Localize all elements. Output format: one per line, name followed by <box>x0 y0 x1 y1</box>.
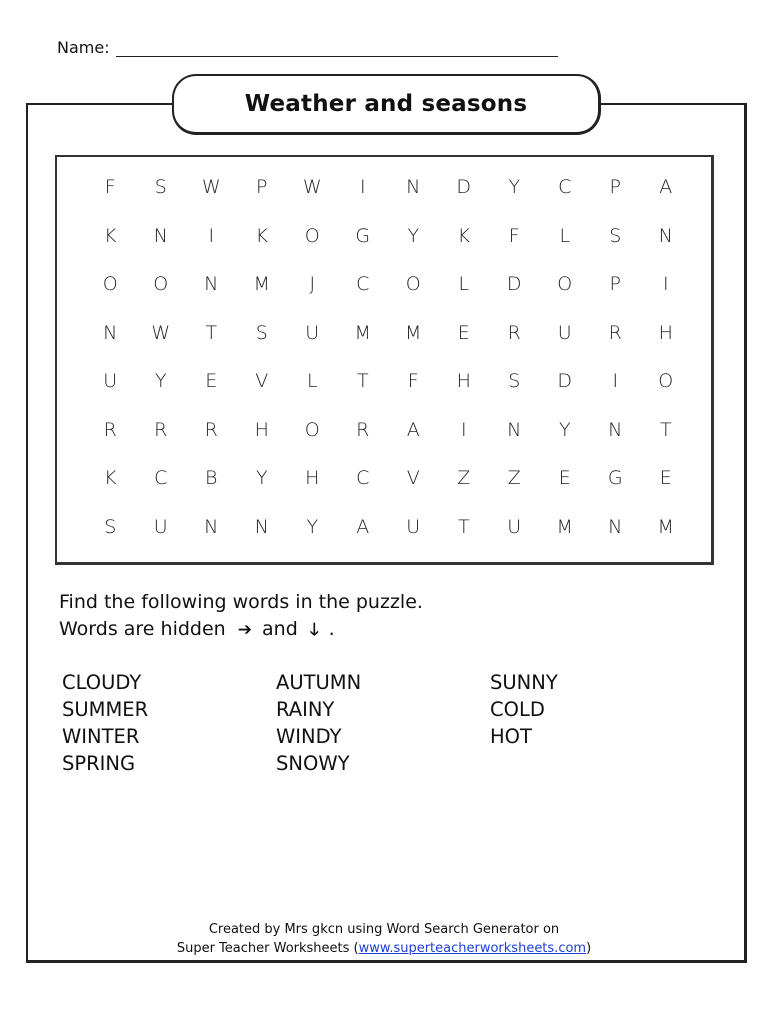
grid-cell[interactable]: K <box>104 467 117 490</box>
grid-cell[interactable]: V <box>255 370 269 393</box>
footer-prefix: Super Teacher Worksheets ( <box>176 941 359 956</box>
grid-cell[interactable]: G <box>607 467 623 490</box>
word-item: SUMMER <box>62 698 149 721</box>
grid-cell[interactable]: F <box>104 176 116 199</box>
name-label: Name: <box>57 38 110 57</box>
grid-cell[interactable]: C <box>356 467 370 490</box>
grid-cell[interactable]: R <box>103 418 117 441</box>
word-item: WINTER <box>62 725 140 748</box>
grid-cell[interactable]: A <box>356 515 370 538</box>
grid-cell[interactable]: I <box>612 370 619 393</box>
grid-cell[interactable]: K <box>104 224 117 247</box>
grid-cell[interactable]: N <box>406 176 421 199</box>
grid-cell[interactable]: Y <box>558 418 571 441</box>
grid-cell[interactable]: I <box>359 176 366 199</box>
grid-cell[interactable]: U <box>507 515 522 538</box>
grid-cell[interactable]: W <box>151 321 171 344</box>
instructions-line-1: Find the following words in the puzzle. <box>59 591 423 613</box>
grid-cell[interactable]: E <box>205 370 218 393</box>
grid-cell[interactable]: P <box>609 273 621 296</box>
grid-cell[interactable]: S <box>255 321 268 344</box>
grid-cell[interactable]: O <box>102 273 118 296</box>
grid-cell[interactable]: I <box>662 273 669 296</box>
grid-cell[interactable]: U <box>305 321 320 344</box>
grid-cell[interactable]: S <box>609 224 622 247</box>
grid-cell[interactable]: M <box>253 273 270 296</box>
instructions <box>59 589 423 644</box>
word-item: RAINY <box>276 698 335 721</box>
grid-cell[interactable]: E <box>558 467 571 490</box>
grid-cell[interactable]: U <box>153 515 168 538</box>
arrow-down-icon: 🡓 <box>309 620 319 640</box>
grid-cell[interactable]: T <box>457 515 470 538</box>
grid-cell[interactable]: A <box>406 418 420 441</box>
grid-cell[interactable]: M <box>556 515 573 538</box>
grid-cell[interactable]: C <box>154 467 168 490</box>
name-blank[interactable] <box>116 40 558 57</box>
grid-cell[interactable]: N <box>204 273 219 296</box>
instructions-prefix: Words are hidden <box>59 618 226 640</box>
word-list <box>62 669 704 777</box>
word-item: SPRING <box>62 752 136 775</box>
grid-cell[interactable]: D <box>456 176 472 199</box>
footer-link[interactable]: www.superteacherworksheets.com <box>358 941 587 956</box>
arrow-right-icon: ➔ <box>237 620 253 640</box>
grid-cell[interactable]: R <box>507 321 521 344</box>
grid-cell[interactable]: Y <box>255 467 268 490</box>
grid-cell[interactable]: F <box>407 370 419 393</box>
grid-cell[interactable]: T <box>659 418 672 441</box>
word-search-grid <box>85 163 691 551</box>
word-item: CLOUDY <box>62 671 142 694</box>
grid-cell[interactable]: Y <box>306 515 319 538</box>
grid-cell[interactable]: Y <box>154 370 167 393</box>
grid-cell[interactable]: H <box>305 467 320 490</box>
grid-cell[interactable]: K <box>457 224 470 247</box>
grid-cell[interactable]: Z <box>457 467 471 490</box>
name-line <box>57 38 558 57</box>
grid-cell[interactable]: A <box>659 176 673 199</box>
grid-cell[interactable]: C <box>356 273 370 296</box>
grid-cell[interactable]: N <box>608 515 623 538</box>
grid-cell[interactable]: O <box>153 273 169 296</box>
grid-cell[interactable]: M <box>405 321 422 344</box>
grid-cell[interactable]: S <box>104 515 117 538</box>
grid-cell[interactable]: G <box>355 224 371 247</box>
footer <box>26 920 742 958</box>
grid-cell[interactable]: O <box>304 418 320 441</box>
grid-cell[interactable]: O <box>304 224 320 247</box>
grid-cell[interactable]: Y <box>407 224 420 247</box>
grid-cell[interactable]: T <box>205 321 218 344</box>
grid-cell[interactable]: M <box>354 321 371 344</box>
grid-cell[interactable]: N <box>153 224 168 247</box>
grid-cell[interactable]: I <box>460 418 467 441</box>
grid-cell[interactable]: H <box>456 370 471 393</box>
footer-line-2 <box>26 939 742 958</box>
grid-cell[interactable]: V <box>406 467 420 490</box>
grid-cell[interactable]: R <box>356 418 370 441</box>
grid-cell[interactable]: L <box>458 273 470 296</box>
grid-cell[interactable]: I <box>208 224 215 247</box>
title-banner <box>172 74 601 135</box>
grid-cell[interactable]: N <box>658 224 673 247</box>
grid-cell[interactable]: D <box>506 273 522 296</box>
word-item: AUTUMN <box>276 671 362 694</box>
grid-cell[interactable]: W <box>302 176 322 199</box>
grid-cell[interactable]: L <box>559 224 571 247</box>
grid-cell[interactable]: R <box>608 321 622 344</box>
grid-cell[interactable]: U <box>557 321 572 344</box>
word-item: HOT <box>490 725 532 748</box>
grid-cell[interactable]: N <box>608 418 623 441</box>
grid-cell[interactable]: R <box>204 418 218 441</box>
grid-cell[interactable]: U <box>406 515 421 538</box>
grid-cell[interactable]: M <box>657 515 674 538</box>
grid-cell[interactable]: S <box>508 370 521 393</box>
instructions-line-2 <box>59 616 423 644</box>
grid-cell[interactable]: N <box>103 321 118 344</box>
footer-suffix: ) <box>586 941 592 956</box>
grid-cell[interactable]: Z <box>507 467 521 490</box>
grid-cell[interactable]: O <box>658 370 674 393</box>
grid-cell[interactable]: E <box>659 467 672 490</box>
grid-cell[interactable]: N <box>204 515 219 538</box>
grid-cell[interactable]: U <box>103 370 118 393</box>
grid-cell[interactable]: T <box>356 370 369 393</box>
grid-cell[interactable]: E <box>457 321 470 344</box>
grid-cell[interactable]: K <box>255 224 268 247</box>
grid-cell[interactable]: P <box>256 176 268 199</box>
word-item: SUNNY <box>490 671 558 694</box>
grid-cell[interactable]: L <box>306 370 318 393</box>
grid-cell[interactable]: J <box>309 273 316 296</box>
grid-cell[interactable]: F <box>508 224 520 247</box>
grid-cell[interactable]: B <box>205 467 218 490</box>
grid-cell[interactable]: D <box>557 370 573 393</box>
grid-cell[interactable]: S <box>154 176 167 199</box>
word-item: WINDY <box>276 725 342 748</box>
instructions-and: and <box>262 618 298 640</box>
grid-cell[interactable]: R <box>154 418 168 441</box>
page-title: Weather and seasons <box>244 91 528 117</box>
grid-cell[interactable]: O <box>405 273 421 296</box>
grid-cell[interactable]: O <box>557 273 573 296</box>
grid-cell[interactable]: P <box>609 176 621 199</box>
grid-cell[interactable]: C <box>558 176 572 199</box>
grid-cell[interactable]: N <box>254 515 269 538</box>
grid-cell[interactable]: N <box>507 418 522 441</box>
grid-cell[interactable]: W <box>201 176 221 199</box>
grid-cell[interactable]: H <box>658 321 673 344</box>
grid-cell[interactable]: H <box>254 418 269 441</box>
instructions-suffix: . <box>328 618 335 640</box>
word-item: COLD <box>490 698 545 721</box>
word-item: SNOWY <box>276 752 350 775</box>
footer-line-1: Created by Mrs gkcn using Word Search Generator on <box>208 922 560 937</box>
grid-cell[interactable]: Y <box>508 176 521 199</box>
